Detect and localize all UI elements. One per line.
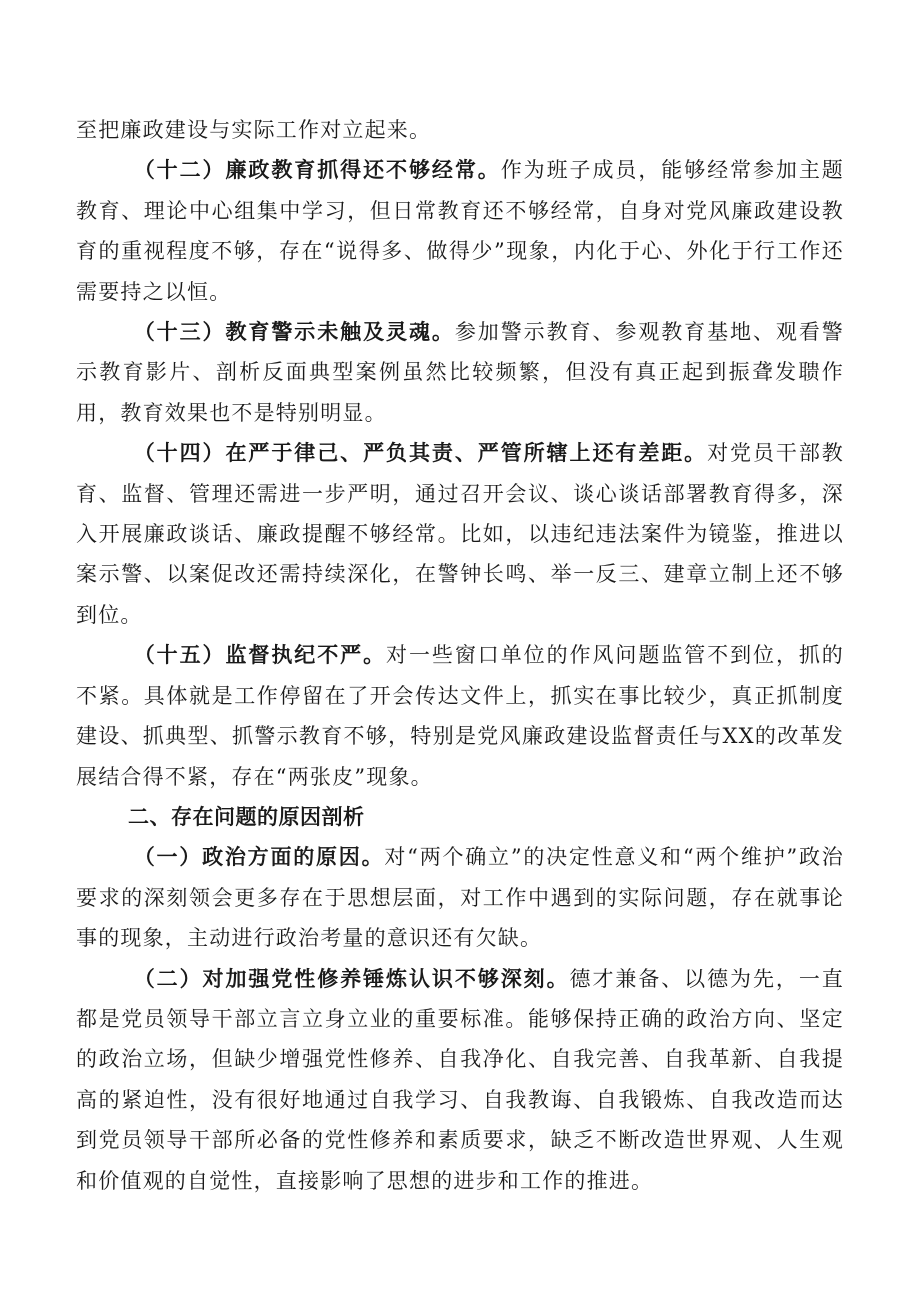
paragraph-item-12 [76,150,844,312]
paragraph-item-13 [76,312,844,433]
section-title: 二、存在问题的原因剖析 [128,804,365,829]
paragraph-text: 至把廉政建设与实际工作对立起来。 [76,118,432,142]
paragraph-cause-2 [76,959,844,1201]
document-body [76,110,844,1201]
paragraph-cause-1 [76,837,844,958]
paragraph-item-14 [76,433,844,635]
paragraph-text: 参加警示教育、参观教育基地、观看警示教育影片、剖析反面典型案例虽然比较频繁，但没有真正起到振聋发聩作用，教育效果也不是特别明显。 [76,320,844,425]
paragraph-text: 对党员干部教育、监督、管理还需进一步严明，通过召开会议、谈心谈话部署教育得多，深入开展廉政谈话、廉政提醒不够经常。比如，以违纪违法案件为镜鉴，推进以案示警、以案促改还需持续深化，在警钟长鸣、举一反三、建章立制上还不够到位。 [76,441,844,627]
paragraph-text: 对“两个确立”的决定性意义和“两个维护”政治要求的深刻领会更多存在于思想层面，对工作中遇到的实际问题，存在就事论事的现象，主动进行政治考量的意识还有欠缺。 [76,845,845,951]
paragraph-continuation [76,110,844,150]
paragraph-heading: （十五）监督执纪不严。 [133,642,387,668]
paragraph-heading: （十三）教育警示未触及灵魂。 [133,319,455,345]
paragraph-text: 作为班子成员，能够经常参加主题教育、理论中心组集中学习，但日常教育还不够经常，自身对党风廉政建设教育的重视程度不够，存在“说得多、做得少”现象，内化于心、外化于行工作还需要持之以恒。 [76,158,845,304]
paragraph-heading: （一）政治方面的原因。 [133,844,385,870]
paragraph-heading: （十四）在严于律己、严负其责、严管所辖上还有差距。 [133,440,708,466]
paragraph-text: 德才兼备、以德为先，一直都是党员领导干部立言立身立业的重要标准。能够保持正确的政治方向、坚定的政治立场，但缺少增强党性修养、自我净化、自我完善、自我革新、自我提高的紧迫性，没有很好地通过自我学习、自我教诲、自我锻炼、自我改造而达到党员领导干部所必备的党性修养和素质要求，缺乏不断改造世界观、人生观和价值观的自觉性，直接影响了思想的进步和工作的推进。 [76,966,844,1193]
paragraph-heading: （十二）廉政教育抓得还不够经常。 [133,157,501,183]
paragraph-heading: （二）对加强党性修养锤炼认识不够深刻。 [133,965,570,991]
paragraph-item-15 [76,635,844,797]
paragraph-text: 对一些窗口单位的作风问题监管不到位，抓的不紧。具体就是工作停留在了开会传达文件上，抓实在事比较少，真正抓制度建设、抓典型、抓警示教育不够，特别是党风廉政建设监督责任与XX的改革发展结合得不紧，存在“两张皮”现象。 [76,643,845,789]
